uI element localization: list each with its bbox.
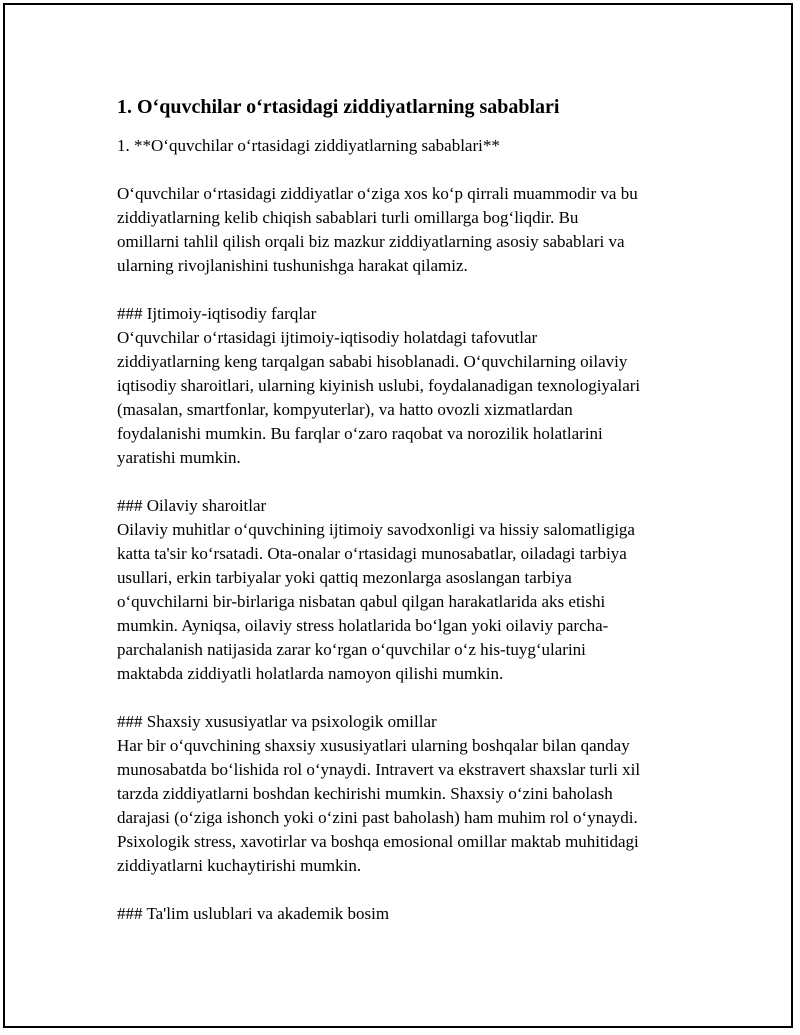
paragraph-line: o‘quvchilarni bir-birlariga nisbatan qabul qilgan harakatlarida aks etishi (117, 592, 606, 611)
paragraph-line: iqtisodiy sharoitlari, ularning kiyinish uslubi, foydalanadigan texnologiyalari (117, 376, 641, 395)
paragraph-line: usullari, erkin tarbiyalar yoki qattiq mezonlarga asoslangan tarbiya (117, 568, 572, 587)
intro-paragraph (117, 182, 707, 278)
paragraph-line: ziddiyatlarni kuchaytirishi mumkin. (117, 856, 362, 875)
section-personality (117, 710, 707, 878)
paragraph-line: yaratishi mumkin. (117, 448, 241, 467)
paragraph-line: O‘quvchilar o‘rtasidagi ijtimoiy-iqtisodiy holatdagi tafovutlar (117, 328, 538, 347)
document-subtitle: 1. **O‘quvchilar o‘rtasidagi ziddiyatlarning sabablari** (117, 136, 500, 155)
paragraph-line: munosabatda bo‘lishida rol o‘ynaydi. Intravert va ekstravert shaxslar turli xil (117, 760, 641, 779)
paragraph-line: Psixologik stress, xavotirlar va boshqa emosional omillar maktab muhitidagi (117, 832, 639, 851)
paragraph-line: ziddiyatlarning keng tarqalgan sababi hisoblanadi. O‘quvchilarning oilaviy (117, 352, 628, 371)
paragraph-line: Oilaviy muhitlar o‘quvchining ijtimoiy savodxonligi va hissiy salomatligiga (117, 520, 635, 539)
paragraph-line: ularning rivojlanishini tushunishga harakat qilamiz. (117, 256, 468, 275)
section-family (117, 494, 707, 686)
section-heading: ### Shaxsiy xususiyatlar va psixologik omillar (117, 712, 437, 731)
paragraph-line: katta ta'sir ko‘rsatadi. Ota-onalar o‘rtasidagi munosabatlar, oiladagi tarbiya (117, 544, 627, 563)
section-heading: ### Oilaviy sharoitlar (117, 496, 267, 515)
section-heading: ### Ijtimoiy-iqtisodiy farqlar (117, 304, 317, 323)
paragraph-line: Har bir o‘quvchining shaxsiy xususiyatlari ularning boshqalar bilan qanday (117, 736, 630, 755)
paragraph-line: parchalanish natijasida zarar ko‘rgan o‘quvchilar o‘z his-tuyg‘ularini (117, 640, 586, 659)
paragraph-line: omillarni tahlil qilish orqali biz mazkur ziddiyatlarning asosiy sabablari va (117, 232, 625, 251)
document-title: 1. O‘quvchilar o‘rtasidagi ziddiyatlarning sabablari (117, 96, 560, 118)
section-socioeconomic (117, 302, 707, 470)
paragraph-line: tarzda ziddiyatlarni boshdan kechirishi mumkin. Shaxsiy o‘zini baholash (117, 784, 613, 803)
paragraph-line: (masalan, smartfonlar, kompyuterlar), va hatto ovozli xizmatlardan (117, 400, 573, 419)
paragraph-line: maktabda ziddiyatli holatlarda namoyon qilishi mumkin. (117, 664, 504, 683)
paragraph-line: mumkin. Ayniqsa, oilaviy stress holatlarida bo‘lgan yoki oilaviy parcha- (117, 616, 609, 635)
paragraph-line: ziddiyatlarning kelib chiqish sabablari turli omillarga bog‘liqdir. Bu (117, 208, 579, 227)
section-heading: ### Ta'lim uslublari va akademik bosim (117, 904, 390, 923)
section-education (117, 902, 707, 926)
document-body (117, 94, 707, 926)
paragraph-line: foydalanishi mumkin. Bu farqlar o‘zaro raqobat va norozilik holatlarini (117, 424, 603, 443)
paragraph-line: darajasi (o‘ziga ishonch yoki o‘zini past baholash) ham muhim rol o‘ynaydi. (117, 808, 638, 827)
paragraph-line: O‘quvchilar o‘rtasidagi ziddiyatlar o‘ziga xos ko‘p qirrali muammodir va bu (117, 184, 638, 203)
